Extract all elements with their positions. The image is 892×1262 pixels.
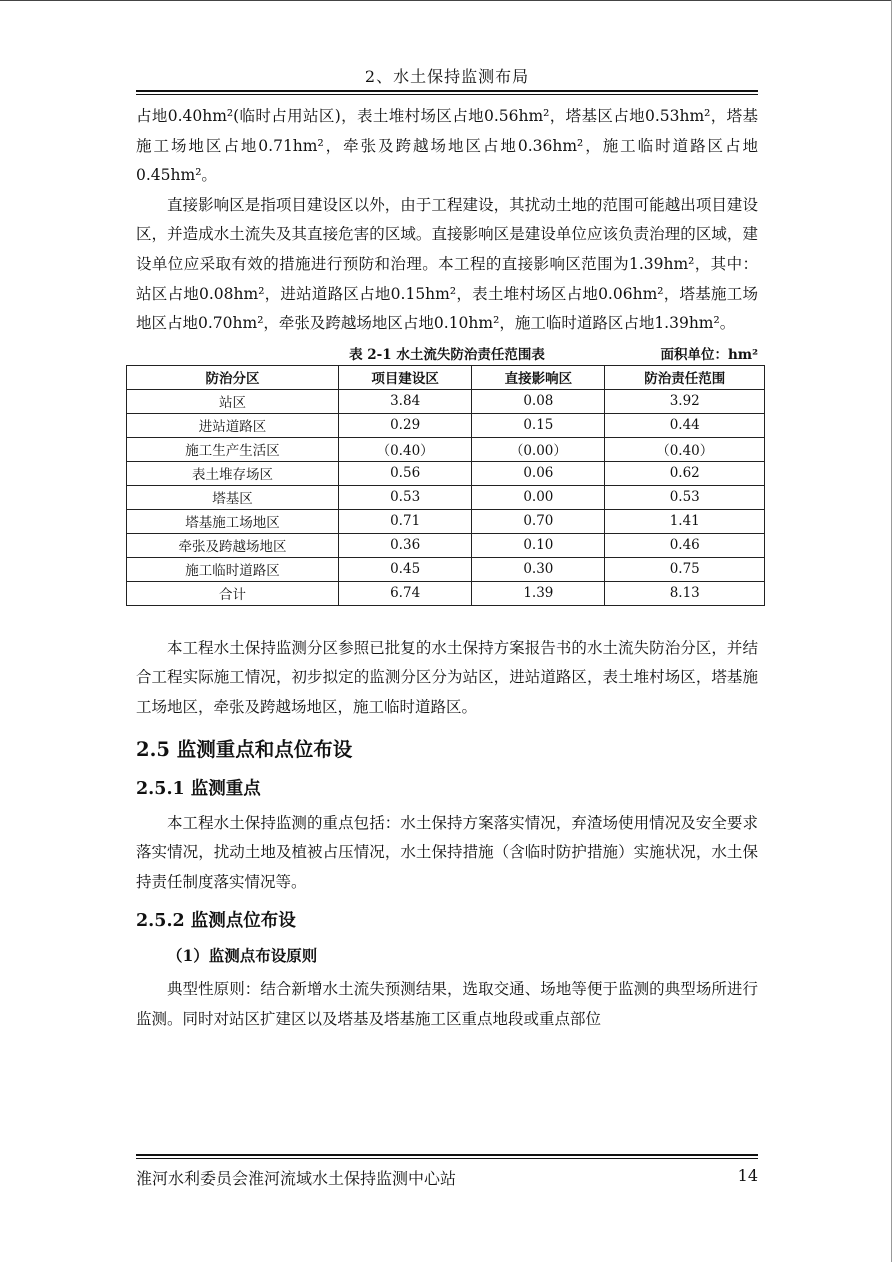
table-row [127,509,765,533]
table-cell: 8.13 [605,581,765,605]
table-cell: 施工生产生活区 [127,437,339,461]
table-row [127,485,765,509]
subheading-principles: （1）监测点布设原则 [167,946,318,966]
table-cell: 施工临时道路区 [127,557,339,581]
table-cell: 0.06 [472,461,605,485]
table-header-row [127,365,765,389]
paragraph-direct-impact-zone: 直接影响区是指项目建设区以外，由于工程建设，其扰动土地的范围可能越出项目建设区，并造成水土流失及其直接危害的区域。直接影响区是建设单位应该负责治理的区域，建设单位应采取有效的措施进行预防和治理。本工程的直接影响区范围为1.39hm²，其中：站区占地0.08hm²，进站道路区占地0.15hm²，表土堆村场区占地0.06hm²，塔基施工场地区占地0.70hm²，牵张及跨越场地区占地0.10hm²，施工临时道路区占地1.39hm²。 [136,195,758,333]
footer-rule-thick [136,1154,758,1156]
table-cell: 0.44 [605,413,765,437]
table-unit: 面积单位：hm² [660,346,758,363]
table-cell: 0.36 [339,533,472,557]
table-cell: 牵张及跨越场地区 [127,533,339,557]
table-cell: 0.53 [339,485,472,509]
table-row [127,413,765,437]
table-cell: 塔基施工场地区 [127,509,339,533]
paragraph-area-continuation: 占地0.40hm²(临时占用站区)，表土堆村场区占地0.56hm²，塔基区占地0.53hm²，塔基施工场地区占地0.71hm²，牵张及跨越场地区占地0.36hm²，施工临时道路区占地0.45hm²。 [136,107,758,185]
table-caption [136,343,758,365]
table-cell: （0.40） [339,437,472,461]
section-heading-2-5: 2.5 监测重点和点位布设 [136,737,353,761]
table-cell: （0.40） [605,437,765,461]
table-cell: 0.56 [339,461,472,485]
spacer [136,606,758,634]
table-cell: 1.41 [605,509,765,533]
table-cell: 3.92 [605,389,765,413]
table-cell: 0.70 [472,509,605,533]
table-cell: 1.39 [472,581,605,605]
table-cell: 0.00 [472,485,605,509]
table-cell: 6.74 [339,581,472,605]
table-cell: 0.10 [472,533,605,557]
table-row [127,437,765,461]
responsibility-scope-table [126,365,765,606]
table-cell: 0.29 [339,413,472,437]
header-cell-direct-impact: 直接影响区 [472,365,605,389]
table-cell: 0.75 [605,557,765,581]
table-cell: （0.00） [472,437,605,461]
section-heading-2-5-2: 2.5.2 监测点位布设 [136,911,296,932]
table-cell: 站区 [127,389,339,413]
table-cell: 进站道路区 [127,413,339,437]
page-top-border [0,0,892,1]
table-cell: 0.15 [472,413,605,437]
footer-rule-thin [136,1158,758,1159]
table-row [127,461,765,485]
table-cell: 0.08 [472,389,605,413]
table-row [127,533,765,557]
table-cell: 表土堆存场区 [127,461,339,485]
page-body [136,102,758,1035]
table-cell: 0.53 [605,485,765,509]
table-total-row [127,581,765,605]
table-cell: 0.45 [339,557,472,581]
table-cell: 0.62 [605,461,765,485]
header-rule-thin [136,94,758,95]
table-row [127,389,765,413]
header-cell-total-scope: 防治责任范围 [605,365,765,389]
footer-organization: 淮河水利委员会淮河流域水土保持监测中心站 [136,1169,457,1188]
page-number: 14 [737,1166,758,1185]
header-cell-zone: 防治分区 [127,365,339,389]
table-cell: 0.71 [339,509,472,533]
table-cell: 0.30 [472,557,605,581]
paragraph-monitoring-focus: 本工程水土保持监测的重点包括：水土保持方案落实情况，弃渣场使用情况及安全要求落实情况，扰动土地及植被占压情况，水土保持措施（含临时防护措施）实施状况，水土保持责任制度落实情况等。 [136,813,758,891]
table-cell: 塔基区 [127,485,339,509]
table-cell: 3.84 [339,389,472,413]
running-header: 2、水土保持监测布局 [364,67,530,86]
paragraph-monitoring-zones: 本工程水土保持监测分区参照已批复的水土保持方案报告书的水土流失防治分区，并结合工程实际施工情况，初步拟定的监测分区分为站区，进站道路区，表土堆村场区，塔基施工场地区，牵张及跨越场地区，施工临时道路区。 [136,638,758,716]
header-rule-thick [136,90,758,92]
section-heading-2-5-1: 2.5.1 监测重点 [136,778,261,799]
table-cell: 0.46 [605,533,765,557]
table-row [127,557,765,581]
table-cell: 合计 [127,581,339,605]
table-title: 表 2-1 水土流失防治责任范围表 [349,346,545,363]
paragraph-typicality-principle: 典型性原则：结合新增水土流失预测结果，选取交通、场地等便于监测的典型场所进行监测。同时对站区扩建区以及塔基及塔基施工区重点地段或重点部位 [136,980,758,1028]
header-cell-project-area: 项目建设区 [339,365,472,389]
